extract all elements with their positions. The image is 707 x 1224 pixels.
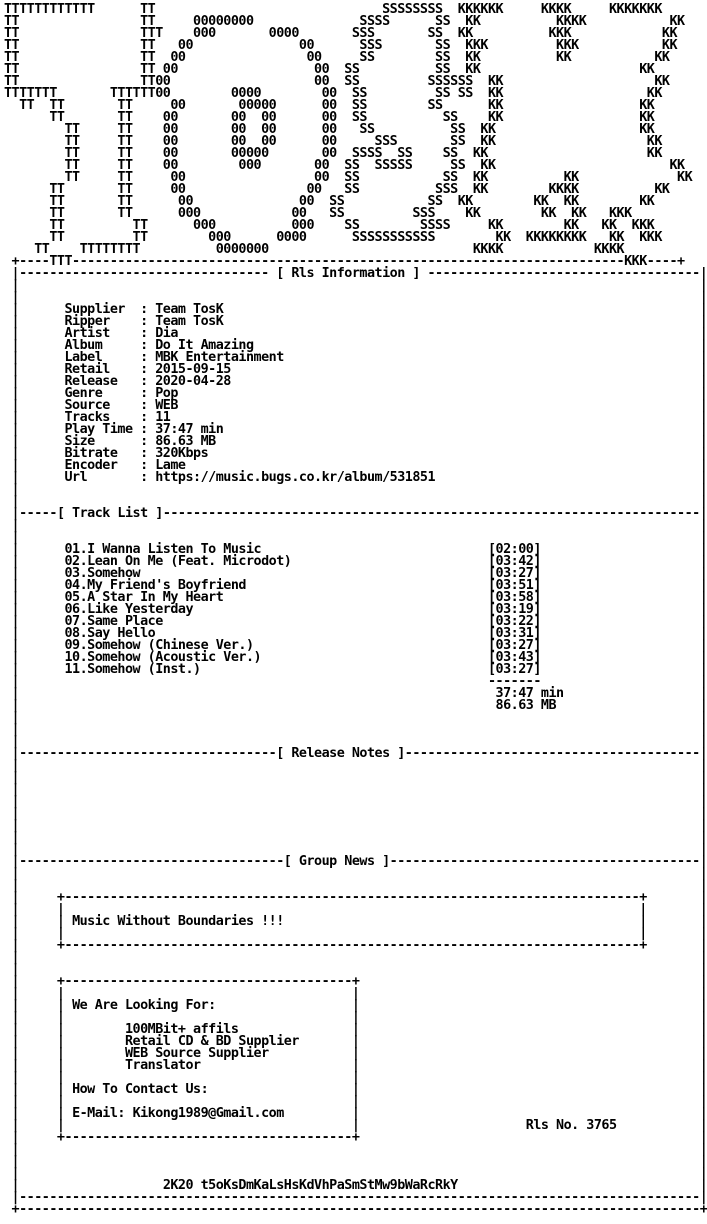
nfo-line: | |	[4, 1166, 707, 1181]
track-row: | 07.Same Place [03:22] |	[4, 614, 707, 629]
info-row: | Album : Do It Amazing |	[4, 338, 707, 353]
info-row: | Genre : Pop |	[4, 386, 707, 401]
recruit-row: | | | Rls No. 3765 |	[4, 1118, 707, 1133]
footer-row: | 2K20 t5oKsDmKaLsHsKdVhPaSmStMw9bWaRcRkY |	[4, 1178, 707, 1193]
info-row: | Encoder : Lame |	[4, 458, 707, 473]
slogan-box-bottom: | +----------------------------------------------------------------------------+ |	[4, 938, 707, 953]
info-row: | Release : 2020-04-28 |	[4, 374, 707, 389]
recruit-row: | | How To Contact Us: | |	[4, 1082, 707, 1097]
recruit-row: | | WEB Source Supplier | |	[4, 1046, 707, 1061]
nfo-line: | |	[4, 818, 707, 833]
info-label: Tracks	[64, 410, 141, 425]
slogan-row: | | Music Without Boundaries !!! | |	[4, 914, 707, 929]
track-time: [03:27]	[487, 566, 541, 581]
track-time: [03:43]	[487, 650, 541, 665]
info-label: Release	[64, 374, 141, 389]
info-value: Do It Amazing	[155, 338, 254, 353]
nfo-line: | |	[4, 962, 707, 977]
banner-row: TTTTTTT TTTTTT00 0000 00 SS SS SS KK KK	[4, 86, 662, 101]
track-row: | 05.A Star In My Heart [03:58] |	[4, 590, 707, 605]
banner-row: TT TT 00 00 SS SS KK KK	[4, 62, 655, 77]
info-row: | Play Time : 37:47 min |	[4, 422, 707, 437]
track-row: | 01.I Wanna Listen To Music [02:00] |	[4, 542, 707, 557]
nfo-line: | |	[4, 794, 707, 809]
info-row: | Ripper : Team TosK |	[4, 314, 707, 329]
nfo-line: | |	[4, 1142, 707, 1157]
track-title: 03.Somehow	[64, 566, 141, 581]
nfo-line: | |	[4, 866, 707, 881]
info-row: | Supplier : Team TosK |	[4, 302, 707, 317]
looking-for-title: We Are Looking For:	[72, 998, 216, 1013]
info-label: Source	[64, 398, 141, 413]
nfo-line: | |	[4, 290, 707, 305]
banner-row: TT TT 00 00 SS SS KK KK KK KK	[4, 194, 655, 209]
info-row: | Label : MBK Entertainment |	[4, 350, 707, 365]
rls-info-header: [ Rls Information ]	[268, 266, 428, 281]
total-size: 86.63 MB	[495, 698, 557, 713]
info-value: 320Kbps	[155, 446, 209, 461]
slogan-box-top: | +----------------------------------------------------------------------------+ |	[4, 890, 707, 905]
banner-row: TT TT TT 00 00000 00 SS SS KK KK	[4, 98, 655, 113]
banner-row: TT TT 000 000 SS SSSS KK KK KK KKK	[4, 218, 655, 233]
total-time: 37:47 min	[495, 686, 564, 701]
track-title: 10.Somehow (Acoustic Ver.)	[64, 650, 262, 665]
recruit-row: | | Retail CD & BD Supplier | |	[4, 1034, 707, 1049]
recruit-row: | | 100MBit+ affils | |	[4, 1022, 707, 1037]
nfo-line: | |	[4, 806, 707, 821]
email-label: E-Mail:	[72, 1106, 125, 1121]
banner-row: TT TT 00 00 SS SS KK KK KK	[4, 170, 693, 185]
frame-line: |------------------------------------------------------------------------------------------|	[4, 1190, 707, 1205]
nfo-line: | |	[4, 830, 707, 845]
nfo-line: | | | |	[4, 926, 707, 941]
info-row: | Artist : Dia |	[4, 326, 707, 341]
nfo-line: | |	[4, 710, 707, 725]
banner-row: TT TT 00 00 00 00 SS SS KK KK	[4, 122, 655, 137]
release-notes-header: [ Release Notes ]	[276, 746, 405, 761]
track-row: | 04.My Friend's Boyfriend [03:51] |	[4, 578, 707, 593]
info-value: 2020-04-28	[155, 374, 231, 389]
track-title: 01.I Wanna Listen To Music	[64, 542, 262, 557]
recruit-row: | | E-Mail: Kikong1989@Gmail.com | |	[4, 1106, 707, 1121]
info-label: Encoder	[64, 458, 141, 473]
info-row: | Tracks : 11 |	[4, 410, 707, 425]
track-time: [03:51]	[487, 578, 541, 593]
track-time: [03:22]	[487, 614, 541, 629]
track-title: 08.Say Hello	[64, 626, 156, 641]
info-label: Bitrate	[64, 446, 141, 461]
track-title: 09.Somehow (Chinese Ver.)	[64, 638, 254, 653]
nfo-line: | |	[4, 494, 707, 509]
info-value: Lame	[155, 458, 186, 473]
nfo-line: | |	[4, 1154, 707, 1169]
track-title: 06.Like Yesterday	[64, 602, 194, 617]
tracklist-header: [ Track List ]	[56, 506, 163, 521]
banner-row: TT TT 00 00 SS SSS KK KKKK KK	[4, 182, 670, 197]
info-row: | Size : 86.63 MB |	[4, 434, 707, 449]
banner-row: TT TT 00 000 00 SS SSSSS SS KK KK	[4, 158, 685, 173]
looking-for-item: Retail CD & BD Supplier	[125, 1034, 299, 1049]
track-row: | 03.Somehow [03:27] |	[4, 566, 707, 581]
info-value: Team TosK	[155, 302, 224, 317]
nfo-line: | |	[4, 734, 707, 749]
info-label: Supplier	[64, 302, 141, 317]
nfo-line: | |	[4, 278, 707, 293]
info-value: 2015-09-15	[155, 362, 231, 377]
nfo-line: | |	[4, 530, 707, 545]
info-value: Pop	[155, 386, 178, 401]
track-row: | 09.Somehow (Chinese Ver.) [03:27] |	[4, 638, 707, 653]
banner-row: +----TTT-------------------------------------------------------------------------KKK----+	[4, 254, 685, 269]
banner-row: TT TT 00000000 SSSS SS KK KKKK KK	[4, 14, 685, 29]
section-header-line: |--------------------------------- [ Rls Information ] ------------------------------------|	[4, 266, 707, 281]
banner-row: TT TTT 000 0000 SSS SS KK KKK KK	[4, 26, 678, 41]
looking-for-item: 100MBit+ affils	[125, 1022, 239, 1037]
total-row: | 86.63 MB |	[4, 698, 707, 713]
nfo-line: | | | |	[4, 902, 707, 917]
info-row: | Bitrate : 320Kbps |	[4, 446, 707, 461]
banner-row: TT TT 000 00 SS SSS KK KK KK KKK	[4, 206, 632, 221]
nfo-line: | |	[4, 770, 707, 785]
info-value: 86.63 MB	[155, 434, 216, 449]
info-label: Genre	[64, 386, 141, 401]
track-title: 11.Somehow (Inst.)	[64, 662, 201, 677]
info-label: Album	[64, 338, 141, 353]
track-time: [03:27]	[487, 662, 541, 677]
track-title: 02.Lean On Me (Feat. Microdot)	[64, 554, 292, 569]
nfo-line: | |	[4, 950, 707, 965]
nfo-line: | | | |	[4, 986, 707, 1001]
banner-row: TT TT 00 00000 00 SSSS SS SS KK KK	[4, 146, 662, 161]
footer-signature: 2K20 t5oKsDmKaLsHsKdVhPaSmStMw9bWaRcRkY	[162, 1178, 458, 1193]
info-label: Size	[64, 434, 141, 449]
track-title: 07.Same Place	[64, 614, 163, 629]
banner-row: TTTTTTTTTTTT TT SSSSSSSS KKKKKK KKKK KKKKKKK	[4, 2, 662, 17]
info-value: 11	[155, 410, 171, 425]
banner-row: TT TT 000 0000 SSSSSSSSSSS KK KKKKKKKK KK KKK	[4, 230, 662, 245]
track-row: | 08.Say Hello [03:31] |	[4, 626, 707, 641]
banner-row: TT TT 00 00 00 00 SSS SS KK KK	[4, 134, 662, 149]
track-row: | 06.Like Yesterday [03:19] |	[4, 602, 707, 617]
info-label: Artist	[64, 326, 141, 341]
track-time: [03:27]	[487, 638, 541, 653]
info-row: | Url : https://music.bugs.co.kr/album/531851 |	[4, 470, 707, 485]
banner-row: TT TTTTTTTT 0000000 KKKK KKKK	[4, 242, 625, 257]
track-time: [03:58]	[487, 590, 541, 605]
frame-bottom: +------------------------------------------------------------------------------------------+	[4, 1202, 707, 1217]
info-value: https://music.bugs.co.kr/album/531851	[155, 470, 436, 485]
total-row: | 37:47 min |	[4, 686, 707, 701]
recruit-row: | | We Are Looking For: | |	[4, 998, 707, 1013]
info-label: Url	[64, 470, 141, 485]
track-title: 04.My Friend's Boyfriend	[64, 578, 246, 593]
email-address: Kikong1989@Gmail.com	[132, 1106, 284, 1121]
track-row: | 10.Somehow (Acoustic Ver.) [03:43] |	[4, 650, 707, 665]
recruit-box-bottom: | +--------------------------------------+ |	[4, 1130, 707, 1145]
nfo-line: | |	[4, 842, 707, 857]
looking-for-item: Translator	[125, 1058, 201, 1073]
nfo-line: | | | |	[4, 1010, 707, 1025]
track-time: [03:42]	[487, 554, 541, 569]
nfo-line: | |	[4, 722, 707, 737]
nfo-line: | | | |	[4, 1094, 707, 1109]
info-row: | Retail : 2015-09-15 |	[4, 362, 707, 377]
info-label: Retail	[64, 362, 141, 377]
track-time: [03:31]	[487, 626, 541, 641]
recruit-box-top: | +--------------------------------------+ |	[4, 974, 707, 989]
info-value: 37:47 min	[155, 422, 224, 437]
track-row: | 11.Somehow (Inst.) [03:27] |	[4, 662, 707, 677]
banner-row: TT TT 00 00 SS SS KK KK KK	[4, 50, 670, 65]
banner-row: TT TT 00 00 SSS SS KKK KKK KK	[4, 38, 678, 53]
info-value: Dia	[155, 326, 178, 341]
info-label: Ripper	[64, 314, 141, 329]
track-row: | 02.Lean On Me (Feat. Microdot) [03:42] |	[4, 554, 707, 569]
banner-row: TT TT 00 00 00 00 SS SS KK KK	[4, 110, 655, 125]
info-value: MBK Entertainment	[155, 350, 284, 365]
slogan: Music Without Boundaries !!!	[72, 914, 284, 929]
rls-number: Rls No. 3765	[525, 1118, 617, 1133]
nfo-line: | |	[4, 482, 707, 497]
nfo-line: | |	[4, 782, 707, 797]
track-title: 05.A Star In My Heart	[64, 590, 224, 605]
track-time: [03:19]	[487, 602, 541, 617]
info-row: | Source : WEB |	[4, 398, 707, 413]
track-time: [02:00]	[487, 542, 541, 557]
nfo-line: | |	[4, 518, 707, 533]
looking-for-item: WEB Source Supplier	[125, 1046, 269, 1061]
info-label: Label	[64, 350, 141, 365]
info-label: Play Time	[64, 422, 141, 437]
nfo-line: | |	[4, 878, 707, 893]
nfo-line: | | | |	[4, 1070, 707, 1085]
info-value: Team TosK	[155, 314, 224, 329]
recruit-row: | | Translator | |	[4, 1058, 707, 1073]
info-value: WEB	[155, 398, 178, 413]
banner-row: TT TT00 00 SS SSSSSS KK KK	[4, 74, 670, 89]
nfo-line: | ------- |	[4, 674, 707, 689]
section-header-line: |----------------------------------[ Release Notes ]---------------------------------------|	[4, 746, 707, 761]
contact-title: How To Contact Us:	[72, 1082, 209, 1097]
section-header-line: |-----[ Track List ]-----------------------------------------------------------------------|	[4, 506, 707, 521]
nfo-line: | |	[4, 758, 707, 773]
group-news-header: [ Group News ]	[283, 854, 390, 869]
section-header-line: |-----------------------------------[ Group News ]-----------------------------------------|	[4, 854, 707, 869]
